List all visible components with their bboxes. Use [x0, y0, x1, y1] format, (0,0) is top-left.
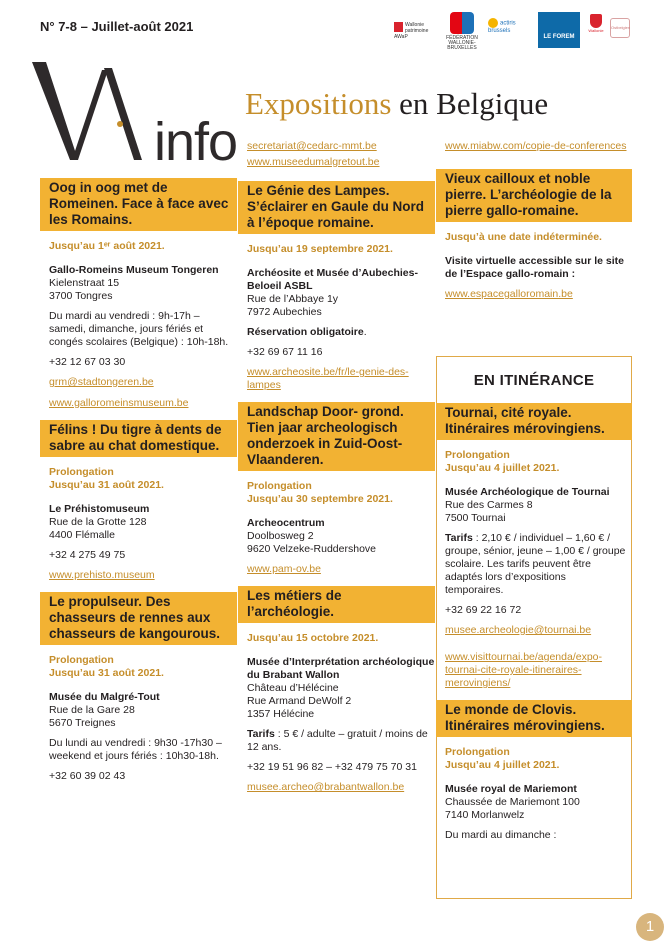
venue-name: Musée d’Interprétation archéologique du Brabant Wallon: [247, 656, 435, 681]
venue-city: 5670 Treignes: [49, 717, 116, 729]
date-until: Jusqu’au 4 juillet 2021.: [445, 462, 560, 474]
venue-name: Gallo-Romeins Museum Tongeren: [49, 264, 219, 276]
brand-info-word: info: [154, 112, 238, 172]
venue-street: Rue de la Gare 28: [49, 704, 135, 716]
actiris-logo-text: actiris brussels: [488, 20, 516, 34]
title-expositions: Expositions: [245, 86, 392, 121]
date-until: Jusqu’au 31 août 2021.: [49, 479, 164, 491]
venue-street: Kielenstraat 15: [49, 277, 120, 289]
phone-number: +32 69 22 16 72: [445, 604, 522, 616]
exhibition-landschap: [238, 402, 435, 576]
opening-hours: Du mardi au vendredi : 9h-17h – samedi, dimanche, jours fériés et congés scolaires (Belgique) : 10h-18h.: [49, 310, 229, 348]
venue-city: 9620 Velzeke-Ruddershove: [247, 543, 377, 555]
exhibition-clovis: [436, 700, 632, 842]
column-right: [436, 140, 632, 311]
website-link[interactable]: www.galloromeinsmuseum.be: [49, 397, 189, 409]
venue-name: Musée Archéologique de Tournai: [445, 486, 610, 498]
opening-hours: Du mardi au dimanche :: [445, 829, 557, 841]
tarifs-text: : 2,10 € / individuel – 1,60 € / groupe, sénior, jeune – 1,00 € / groupe scolaire. Les tarifs peuvent être adaptés lors d’expositions temporaires.: [445, 532, 626, 596]
email-link[interactable]: musee.archeo@brabantwallon.be: [247, 781, 405, 793]
email-link[interactable]: grm@stadtongeren.be: [49, 376, 154, 388]
website-link[interactable]: www.museedumalgretout.be: [247, 156, 380, 168]
reservation-note-end: .: [363, 326, 367, 338]
email-link[interactable]: musee.archeologie@tournai.be: [445, 624, 592, 636]
exhibition-title: Oog in oog met de Romeinen. Face à face avec les Romains.: [40, 178, 237, 231]
phone-number: +32 69 67 11 16: [247, 346, 323, 358]
exhibition-date: [445, 746, 632, 772]
virtual-visit-note: Visite virtuelle accessible sur le site de l’Espace gallo-romain :: [445, 255, 624, 280]
venue-name: Le Préhistomuseum: [49, 503, 150, 515]
venue-street: Rue des Carmes 8: [445, 499, 533, 511]
venue-city: 4400 Flémalle: [49, 529, 115, 541]
exhibition-date: [49, 654, 237, 680]
exhibition-genie-des-lampes: [238, 181, 435, 392]
exhibition-title: Tournai, cité royale. Itinéraires mérovingiens.: [436, 403, 632, 440]
exhibition-tournai: [436, 403, 632, 690]
title-en-belgique: en Belgique: [399, 86, 549, 121]
tarifs-label: Tarifs: [445, 532, 473, 544]
venue-street: Rue de la Grotte 128: [49, 516, 147, 528]
exhibition-felins: [40, 420, 237, 582]
venue-name: Archeocentrum: [247, 517, 325, 529]
website-link[interactable]: www.pam-ov.be: [247, 563, 321, 575]
exhibition-date: [247, 480, 435, 506]
website-link[interactable]: www.espacegalloromain.be: [445, 288, 573, 300]
prolongation-label: Prolongation: [445, 746, 510, 758]
awap-logo: [394, 22, 436, 40]
ostbelgien-logo: Ostbelgien: [610, 18, 630, 38]
phone-number: +32 4 275 49 75: [49, 549, 126, 561]
date-until: Jusqu’au 31 août 2021.: [49, 667, 164, 679]
page-title: [245, 86, 548, 122]
venue-name: Archéosite et Musée d’Aubechies-Beloeil ASBL: [247, 267, 418, 292]
exhibition-date: Jusqu’au 15 octobre 2021.: [247, 632, 379, 644]
wallonie-logo: [588, 14, 604, 44]
forem-logo: LE FOREM: [538, 12, 580, 48]
page-number: 1: [636, 913, 664, 941]
wallonie-logo-text: Wallonie: [588, 28, 604, 33]
issue-number: N° 7-8 – Juillet-août 2021: [40, 19, 194, 34]
fwb-logo-mark: [450, 12, 474, 34]
exhibition-metiers: [238, 586, 435, 794]
awap-logo-mark: [394, 22, 403, 32]
exhibition-date: Jusqu’au 1ᵉʳ août 2021.: [49, 240, 165, 252]
column-left: [40, 178, 237, 793]
venue-street: Château d’Hélécine: [247, 682, 339, 694]
venue-name: Musée du Malgré-Tout: [49, 691, 160, 703]
actiris-logo: [488, 18, 532, 42]
wa-info-logo: [32, 60, 237, 170]
venue-city: 7140 Morlanwelz: [445, 809, 525, 821]
website-link[interactable]: www.visittournai.be/agenda/expo-tournai-cite-royale-itineraires-merovingiens/: [445, 651, 603, 689]
date-until: Jusqu’au 4 juillet 2021.: [445, 759, 560, 771]
exhibition-date: Jusqu’à une date indéterminée.: [445, 231, 602, 243]
tarifs-label: Tarifs: [247, 728, 275, 740]
exhibition-title: Le propulseur. Des chasseurs de rennes aux chasseurs de kangourous.: [40, 592, 237, 645]
wallonie-logo-mark: [590, 14, 602, 28]
exhibition-title: Le monde de Clovis. Itinéraires mérovingiens.: [436, 700, 632, 737]
venue-city: 3700 Tongres: [49, 290, 113, 302]
website-link[interactable]: www.prehisto.museum: [49, 569, 155, 581]
exhibition-title: Landschap Door- grond. Tien jaar archeologisch onderzoek in Zuid-Oost-Vlaanderen.: [238, 402, 435, 471]
itinerance-heading: EN ITINÉRANCE: [473, 372, 595, 389]
tarifs-text: : 5 € / adulte – gratuit / moins de 12 ans.: [247, 728, 428, 753]
column-middle: [238, 140, 435, 804]
venue-city: 7972 Aubechies: [247, 306, 322, 318]
fwb-logo: [442, 12, 482, 51]
exhibition-date: [49, 466, 237, 492]
email-link[interactable]: secretariat@cedarc-mmt.be: [247, 140, 377, 152]
exhibition-title: Félins ! Du tigre à dents de sabre au chat domestique.: [40, 420, 237, 457]
exhibition-title: Le Génie des Lampes. S’éclairer en Gaule du Nord à l’époque romaine.: [238, 181, 435, 234]
exhibition-tongeren: [40, 178, 237, 410]
exhibition-title: Les métiers de l’archéologie.: [238, 586, 435, 623]
phone-number: +32 19 51 96 82 – +32 479 75 70 31: [247, 761, 417, 773]
exhibition-propulseur: [40, 592, 237, 783]
reservation-note: Réservation obligatoire: [247, 326, 364, 338]
phone-number: +32 12 67 03 30: [49, 356, 126, 368]
venue-street: Doolbosweg 2: [247, 530, 314, 542]
venue-street: Chaussée de Mariemont 100: [445, 796, 580, 808]
exhibition-title: Vieux cailloux et noble pierre. L’archéologie de la pierre gallo-romaine.: [436, 169, 632, 222]
website-link[interactable]: www.miabw.com/copie-de-conferences: [445, 140, 627, 152]
phone-number: +32 60 39 02 43: [49, 770, 126, 782]
exhibition-vieux-cailloux: [436, 169, 632, 301]
date-until: Jusqu’au 30 septembre 2021.: [247, 493, 393, 505]
venue-city: 1357 Hélécine: [247, 708, 315, 720]
prolongation-label: Prolongation: [49, 466, 114, 478]
actiris-logo-mark: [488, 18, 498, 28]
partner-logos: [392, 10, 632, 50]
venue-name: Musée royal de Mariemont: [445, 783, 577, 795]
prolongation-label: Prolongation: [247, 480, 312, 492]
venue-street: Rue de l’Abbaye 1y: [247, 293, 339, 305]
opening-hours: Du lundi au vendredi : 9h30 -17h30 – weekend et jours fériés : 10h30-18h.: [49, 737, 222, 762]
awap-logo-text: Wallonie patrimoine AWaP: [394, 22, 429, 40]
website-link[interactable]: www.archeosite.be/fr/le-genie-des-lampes: [247, 366, 409, 391]
exhibition-date: [445, 449, 626, 475]
fwb-logo-text: FÉDÉRATION WALLONIE-BRUXELLES: [446, 35, 478, 51]
venue-street-2: Rue Armand DeWolf 2: [247, 695, 352, 707]
prolongation-label: Prolongation: [445, 449, 510, 461]
prolongation-label: Prolongation: [49, 654, 114, 666]
exhibition-date: Jusqu’au 19 septembre 2021.: [247, 243, 393, 255]
itinerance-content: [436, 403, 632, 852]
venue-city: 7500 Tournai: [445, 512, 506, 524]
